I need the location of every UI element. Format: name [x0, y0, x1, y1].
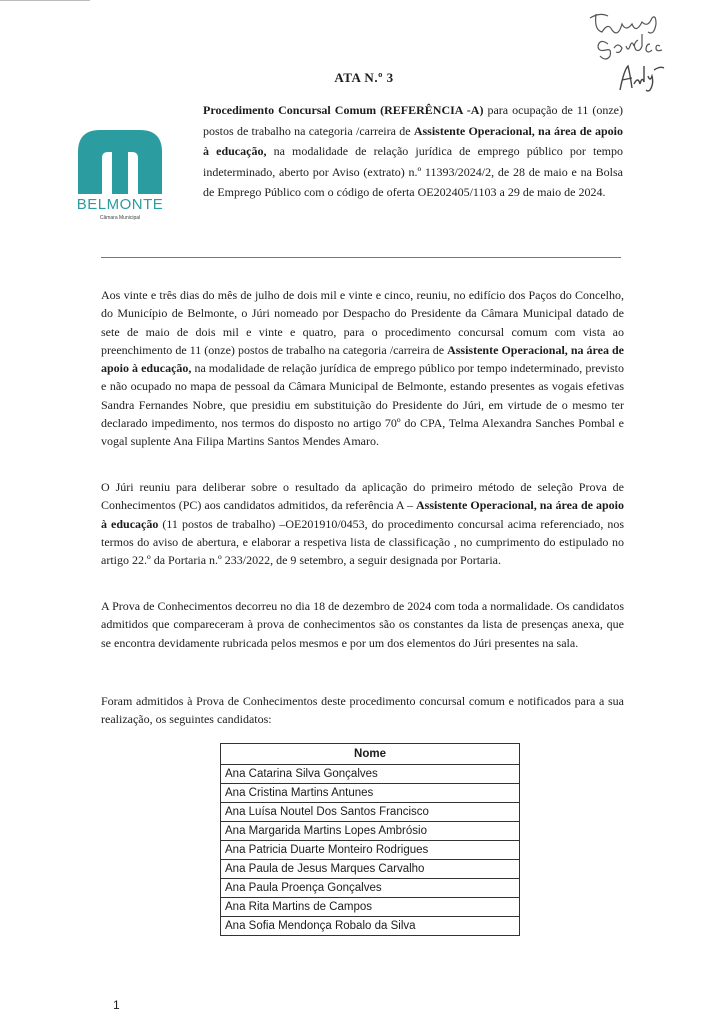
candidates-table — [220, 743, 520, 936]
logo-name: BELMONTE — [76, 196, 164, 213]
header-divider — [101, 257, 621, 258]
candidate-name: Ana Margarida Martins Lopes Ambrósio — [221, 822, 520, 841]
table-header-name: Nome — [221, 744, 520, 765]
table-row — [221, 917, 520, 936]
candidate-name: Ana Paula Proença Gonçalves — [221, 879, 520, 898]
candidate-name: Ana Catarina Silva Gonçalves — [221, 765, 520, 784]
table-row — [221, 879, 520, 898]
candidate-name: Ana Cristina Martins Antunes — [221, 784, 520, 803]
table-row — [221, 765, 520, 784]
table-row — [221, 898, 520, 917]
table-row — [221, 841, 520, 860]
paragraph-candidates-intro: Foram admitidos à Prova de Conhecimentos deste procedimento concursal comum e notificados para a sua realização, os seguintes candidatos: — [101, 694, 624, 727]
table-row — [221, 803, 520, 822]
paragraph-exam: A Prova de Conhecimentos decorreu no dia 18 de dezembro de 2024 com toda a normalidade. Os candidatos admitidos que compareceram à prova de conhecimentos são os constantes da lista de presenças anexa, que se encontra devidamente rubricada pelos mesmos e por um dos elementos do Júri presentes na sala. — [101, 599, 624, 650]
table-row — [221, 784, 520, 803]
paragraph-meeting: Aos vinte e três dias do mês de julho de dois mil e vinte e cinco, reuniu, no edifício dos Paços do Concelho, do Município de Belmonte, o Júri nomeado por Despacho do Presidente da Câmara Municipal datado de sete de maio de dois mil e vinte e quatro, para o procedimento concursal comum com vista ao preenchimento de 11 (onze) postos de trabalho na categoria /carreira de Assistente Operacional, na área de apoio à educação, na modalidade de relação jurídica de emprego público por tempo indeterminado, previsto e não ocupado no mapa de pessoal da Câmara Municipal de Belmonte, estando presentes as vogais efetivas Sandra Fernandes Nobre, que presidiu em substituição do Presidente do Júri, em virtude de o mesmo ter declarado impedimento, nos termos do disposto no artigo 70º do CPA, Telma Alexandra Sanches Pombal e vogal suplente Ana Filipa Martins Santos Mendes Amaro. — [101, 288, 624, 449]
category-bold: Assistente Operacional, na área de apoio à educação, — [203, 123, 623, 158]
logo-subtitle: Câmara Municipal — [99, 215, 141, 221]
candidate-name: Ana Sofia Mendonça Robalo da Silva — [221, 917, 520, 936]
candidate-name: Ana Luísa Noutel Dos Santos Francisco — [221, 803, 520, 822]
paragraph-deliberation: O Júri reuniu para deliberar sobre o resultado da aplicação do primeiro método de seleção Prova de Conhecimentos (PC) aos candidatos admitidos, da referência A – Assistente Operacional, na área de apoio à educação (11 postos de trabalho) –OE201910/0453, do procedimento concursal acima referenciado, nos termos do aviso de abertura, e elaborar a respetiva lista de classificação , no cumprimento do estipulado no artigo 22.º da Portaria n.º 233/2022, de 9 setembro, a seguir designada por Portaria. — [101, 480, 625, 568]
procedure-reference: Procedimento Concursal Comum (REFERÊNCIA -A) — [203, 103, 484, 117]
procedure-header: Procedimento Concursal Comum (REFERÊNCIA -A) para ocupação de 11 (onze) postos de trabalho na categoria /carreira de Assistente Operacional, na área de apoio à educação, na modalidade de relação jurídica de emprego público por tempo indeterminado, aberto por Aviso (extrato) n.º 11393/2024/2, de 28 de maio e na Bolsa de Emprego Público com o código de oferta OE202405/1103 a 29 de maio de 2024. — [203, 103, 624, 199]
candidate-name: Ana Paula de Jesus Marques Carvalho — [221, 860, 520, 879]
document-title: ATA N.º 3 — [334, 70, 394, 85]
scan-edge-line — [0, 0, 90, 1]
candidate-name: Ana Rita Martins de Campos — [221, 898, 520, 917]
table-row — [221, 860, 520, 879]
page-number: 1 — [113, 998, 120, 1012]
candidate-name: Ana Patricia Duarte Monteiro Rodrigues — [221, 841, 520, 860]
table-row — [221, 822, 520, 841]
